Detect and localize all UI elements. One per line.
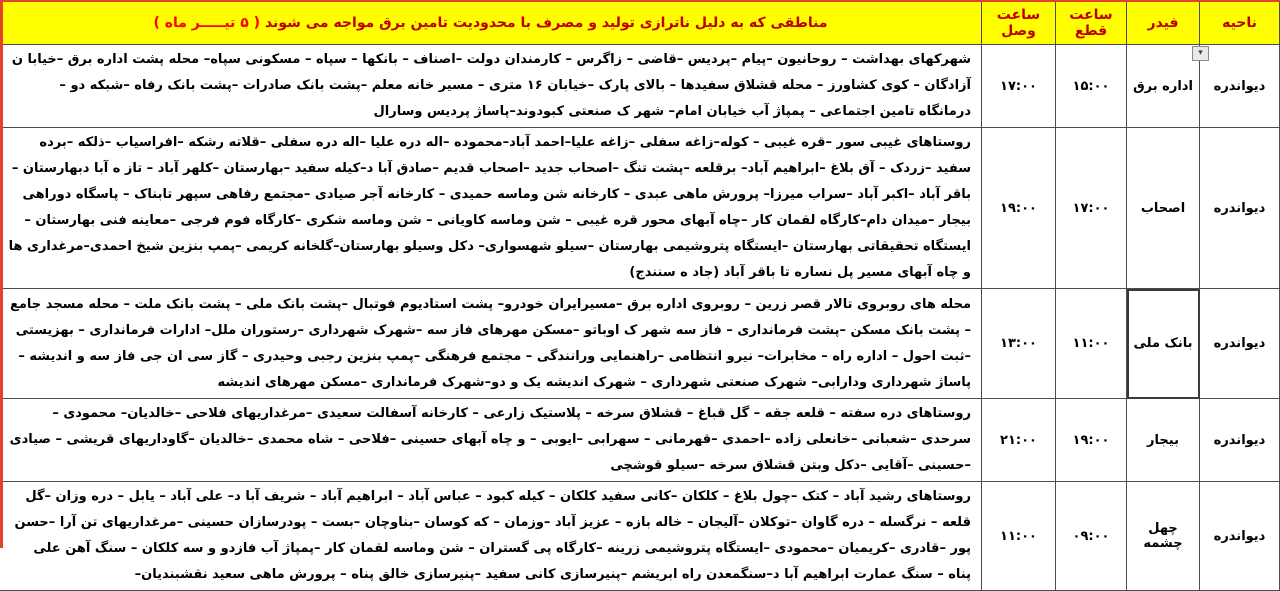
- connect-time-cell[interactable]: ۲۱:۰۰: [982, 399, 1056, 482]
- cut-time-cell[interactable]: ۱۷:۰۰: [1056, 128, 1127, 289]
- feeder-cell-selected[interactable]: بانک ملی: [1127, 289, 1200, 399]
- column-header-cut-time[interactable]: ساعت قطع: [1056, 1, 1127, 45]
- column-header-connect-time[interactable]: ساعت وصل: [982, 1, 1056, 45]
- feeder-cell[interactable]: چهل چشمه: [1127, 482, 1200, 591]
- outage-row-bijar: [0, 399, 1280, 482]
- sheet-top-red-border: [0, 0, 1280, 2]
- sheet-left-red-border: [0, 0, 3, 548]
- outage-row-bank-melli: [0, 289, 1280, 399]
- feeder-cell[interactable]: اصحاب: [1127, 128, 1200, 289]
- cut-time-cell[interactable]: ۰۹:۰۰: [1056, 482, 1127, 591]
- connect-time-cell[interactable]: ۱۳:۰۰: [982, 289, 1056, 399]
- table-title-text: مناطقی که به دلیل ناترازی تولید و مصرف با محدودیت تامین برق مواجه می شوند: [264, 14, 828, 31]
- areas-cell[interactable]: روستاهای رشید آباد – کتک –چول بلاغ – کلکان –کانی سفید کلکان – کیله کبود – عباس آباد – ابراهیم آباد – شریف آبا د– علی آباد – یابل – دره وزان –گل قلعه – نرگسله – دره گاوان –توکلان –آلیجان – خاله بازه – عزیز آباد –وزمان – که کوسان –بناوچان –بست – پودرسازان حسینی –مرغداریهای تن آرا –حسن پور –قادری –کریمیان –محمودی –ایستگاه پتروشیمی زرینه –کارگاه پی گستران – شن وماسه لقمان کار –پمپاژ آب فازدو و سه کلکان – سنگ آهن علی پناه – سنگ عمارت ابراهیم آبا د–سنگمعدن راه ابریشم –پنیرسازی کانی سفید –پنیرسازی خالق پناه – پرورش ماهی سعید نقشبندیان–: [0, 482, 982, 591]
- feeder-cell[interactable]: بیجار: [1127, 399, 1200, 482]
- region-cell[interactable]: دیواندره: [1200, 289, 1280, 399]
- region-cell[interactable]: دیواندره: [1200, 482, 1280, 591]
- connect-time-cell[interactable]: ۱۷:۰۰: [982, 45, 1056, 128]
- table-title-date: ( ۵ تیـــــر ماه ): [153, 14, 261, 31]
- areas-cell[interactable]: روستاهای غیبی سور –قره غیبی – کوله–زاغه سفلی –زاغه علیا–احمد آباد–محموده –اله دره علیا –اله دره سفلی –قلاته رشکه –افراسیاب –ذلکه –برده سفید –زردک – آق بلاغ –ابراهیم آباد– برقلعه –پشت تنگ –اصحاب جدید –اصحاب قدیم –صادق آبا د–کیله سفید –بهارستان –کلهر آباد – تاز ه آبا دبهارستان –باقر آباد –اکبر آباد –سراب میرزا– پرورش ماهی عبدی – کارخانه شن وماسه حمیدی – کارخانه آجر صیادی –مجتمع رفاهی سپهر تابناک – پاسگاه دوراهی بیجار –میدان دام–کارگاه لقمان کار –چاه آبهای محور قره غیبی – شن وماسه کاویانی – شن وماسه شکری –کارگاه فوم فرجی –معاینه فنی بهارستان – ایستگاه تحقیقاتی بهارستان –ایستگاه پتروشیمی بهارستان –سیلو شهسواری– دکل وسیلو بهارستان–گلخانه کریمی –پمپ بنزین شیخ احمدی–مرغداری ها و چاه آبهای مسیر پل نساره تا باقر آباد (جاد ه سنندج): [0, 128, 982, 289]
- areas-cell[interactable]: شهرکهای بهداشت – روحانیون –پیام –پردیس –قاضی – زاگرس – کارمندان دولت –اصناف – بانکها – سپاه – مسکونی سپاه– محله پشت اداره برق –خیابا ن آزادگان – کوی کشاورز – محله قشلاق سفیدها – بالای پارک –خیابان ۱۶ متری – مسیر خانه معلم –پشت بانک صادرات –پشت بانک رفاه –شبکه دو – درمانگاه تامین اجتماعی – پمپاژ آب خیابان امام– شهر ک صنعتی کبودوند–پاساژ پردیس وسارال: [0, 45, 982, 128]
- areas-cell[interactable]: روستاهای دره سفته – قلعه جقه – گل قباغ – قشلاق سرخه – پلاستیک زارعی – کارخانه آسفالت سعیدی –مرغداریهای فلاحی –خالدیان– محمودی –سرحدی –شعبانی –خانعلی زاده –احمدی –قهرمانی – سهرابی –ایوبی – و چاه آبهای حسینی –فلاحی – شاه محمدی –خالدیان –گاوداریهای قریشی – صیادی –حسینی –آقایی –دکل وبتن قشلاق سرخه –سیلو قوشچی: [0, 399, 982, 482]
- region-cell[interactable]: دیواندره: [1200, 45, 1280, 128]
- region-cell[interactable]: دیواندره: [1200, 399, 1280, 482]
- outage-row-chehel-cheshmeh: [0, 482, 1280, 591]
- cut-time-cell[interactable]: ۱۱:۰۰: [1056, 289, 1127, 399]
- cut-time-cell[interactable]: ۱۵:۰۰: [1056, 45, 1127, 128]
- autofilter-button[interactable]: [1192, 46, 1209, 61]
- table-title: [0, 1, 982, 45]
- header-row: [0, 1, 1280, 45]
- cut-time-cell[interactable]: ۱۹:۰۰: [1056, 399, 1127, 482]
- column-header-region[interactable]: ناحیه: [1200, 1, 1280, 45]
- outage-row-edare-bargh: [0, 45, 1280, 128]
- region-cell[interactable]: دیواندره: [1200, 128, 1280, 289]
- filter-dropdown-icon: ▾: [1198, 48, 1203, 58]
- feeder-cell[interactable]: اداره برق: [1127, 45, 1200, 128]
- areas-cell[interactable]: محله های روبروی تالار قصر زرین – روبروی اداره برق –مسیرایران خودرو– پشت استادیوم فوتبال –پشت بانک ملی – پشت بانک ملت – محله مسجد جامع – پشت بانک مسکن –پشت فرمانداری – فاز سه شهر ک اوباتو –مسکن مهرهای فاز سه –شهرک شهرداری –رستوران ملل– ادارات فرمانداری – بهزیستی –ثبت احول – اداره راه – مخابرات– نیرو انتظامی –راهنمایی ورانندگی – مجتمع فرهنگی –پمپ بنزین رجبی وحیدری – گاز سی ان جی فاز سه و اندیشه –پاساژ شهرداری ودارابی– شهرک صنعتی شهرداری – شهرک اندیشه یک و دو–شهرک فرمانداری –مسکن مهرهای اندیشه: [0, 289, 982, 399]
- connect-time-cell[interactable]: ۱۹:۰۰: [982, 128, 1056, 289]
- column-header-feeder[interactable]: فیدر: [1127, 1, 1200, 45]
- connect-time-cell[interactable]: ۱۱:۰۰: [982, 482, 1056, 591]
- outage-row-ashab: [0, 128, 1280, 289]
